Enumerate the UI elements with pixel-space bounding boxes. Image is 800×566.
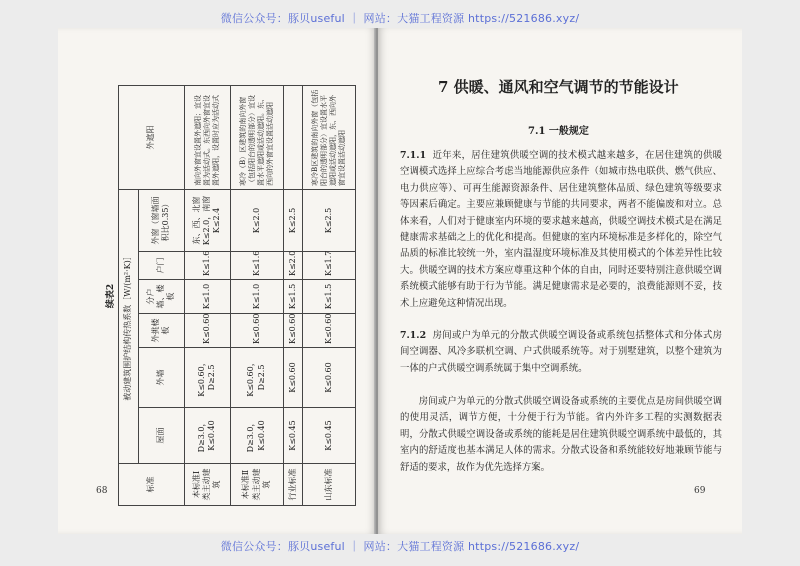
paragraph-7-1-2 [400,328,722,377]
cell-window: K≤2.0 [230,189,283,251]
table-row [303,85,356,505]
cell-wall: K≤0.60 [283,348,303,408]
cell-door: K≤1.6 [184,252,230,280]
cell-shading: 南向外窗宜设置外遮阳；宜设置为活动式。东西向外窗宜设置外遮阳，设置时应为活动式 [184,85,230,189]
cell-roof: D≥3.0，K≤0.40 [184,408,230,464]
header-group: 被动建筑围护结构传热系数［W/(m²·K)］ [119,189,139,463]
right-page [378,28,742,534]
header-standard: 标准 [119,464,185,506]
paragraph-text: 房间或户为单元的分散式供暖空调设备或系统包括整体式和分体式房间空调器、风冷多联机空调、户式供暖系统等。对于别墅建筑，以整个建筑为一体的户式供暖空调系统属于集中空调系统。 [400,330,722,374]
cell-unheated: K≤1.5 [303,280,356,314]
cell-standard: 山东标准 [303,464,356,506]
header-roof: 屋面 [138,408,184,464]
cell-standard: 本标准Ⅰ类主动建筑 [184,464,230,506]
header-unheated: 分户墙、楼板 [138,280,184,314]
header-wall: 外墙 [138,348,184,408]
watermark-bottom: 微信公众号：豚贝useful ｜ 网站：大猫工程资源 https://521686.xyz/ [220,540,580,553]
cell-roof: D≥3.0，K≤0.40 [230,408,283,464]
header-door: 户门 [138,252,184,280]
header-window: 外窗（窗墙面积比0.35） [138,189,184,251]
rotated-table-area [104,86,366,506]
page-number-left: 68 [96,486,108,496]
page-number-right: 69 [694,486,706,496]
header-floor: 外挑楼板 [138,314,184,348]
cell-floor: K≤0.60 [283,314,303,348]
cell-floor: K≤0.60 [230,314,283,348]
cell-wall: K≤0.60 [303,348,356,408]
table-row [184,85,230,505]
table-row [230,85,283,505]
chapter-title: 7 供暖、通风和空气调节的节能设计 [438,78,679,96]
cell-window: 东、西、北窗K≤2.0，南窗K≤2.4 [184,189,230,251]
cell-window: K≤2.5 [283,189,303,251]
cell-unheated: K≤1.5 [283,280,303,314]
cell-door: K≤2.0 [283,252,303,280]
cell-window: K≤2.5 [303,189,356,251]
table-header-row-1 [119,85,139,505]
cell-standard: 本标准Ⅱ类主动建筑 [230,464,283,506]
cell-standard: 行业标准 [283,464,303,506]
paragraph-7-1-1 [400,148,722,312]
clause-number: 7.1.2 [400,330,427,341]
cell-floor: K≤0.60 [303,314,356,348]
cell-shading: 寒冷（B）区建筑的南向外窗（包括阳台的透明部分）宜设置水平遮阳或活动遮阳。东、西向的外窗宜设置活动遮阳 [230,85,283,189]
cell-unheated: K≤1.0 [230,280,283,314]
cell-unheated: K≤1.0 [184,280,230,314]
cell-wall: K≤0.60，D≥2.5 [184,348,230,408]
cell-shading: 寒冷B区建筑的南向外窗（包括阳台的透明部分）宜设置水平遮阳或活动遮阳，东、西向外窗宜设置活动遮阳 [303,85,356,189]
clause-number: 7.1.1 [400,150,427,161]
envelope-table [118,85,356,506]
rotated-table [104,86,366,506]
table-row [283,85,303,505]
section-title: 7.1 一般规定 [528,126,589,137]
paragraph-text: 近年来，居住建筑供暖空调的技术模式越来越多，在居住建筑的供暖空调模式选择上应综合考虑当地能源供应条件（如城市热电联供、燃气供应、电力供应等）、可再生能源资源条件、居住建筑整体品质、绿色建筑等级要求等因素后确定。主要应兼顾健康与节能的共同要求，两者不能偏废和对立。总体来看，人们对于健康室内环境的要求越来越高，供暖空调技术模式是在满足健康需求基础之上的优化和提高。但健康的室内环境标准是多样化的，除空气品质的标准比较统一外，室内温湿度环境标准及其使用模式的个体差异性比较大。供暖空调的技术方案应尊重这种个体的自由，同时还要特别注意供暖空调系统模式能够有助于行为节能。满足健康需求是必要的，浪费能源则不妥，技术上应避免这种情况出现。 [400,150,722,309]
cell-wall: K≤0.60，D≥2.5 [230,348,283,408]
cell-shading [283,85,303,189]
cell-door: K≤1.7 [303,252,356,280]
cell-floor: K≤0.60 [184,314,230,348]
table-title: 续表2 [106,283,116,309]
left-page [58,28,376,534]
header-shading: 外遮阳 [119,85,185,189]
cell-roof: K≤0.45 [283,408,303,464]
cell-roof: K≤0.45 [303,408,356,464]
watermark-top: 微信公众号：豚贝useful ｜ 网站：大猫工程资源 https://521686.xyz/ [220,12,580,25]
cell-door: K≤1.6 [230,252,283,280]
paragraph-7-1-2-cont: 房间或户为单元的分散式供暖空调设备或系统的主要优点是房间供暖空调的使用灵活，调节方便，十分便于行为节能。省内外许多工程的实测数据表明，分散式供暖空调设备或系统的能耗是居住建筑供暖空调系统中最低的，其室内的舒适度也基本满足人体的需求。分散式设备和系统能较好地兼顾节能与舒适的要求，故作为优先选择方案。 [400,396,722,473]
